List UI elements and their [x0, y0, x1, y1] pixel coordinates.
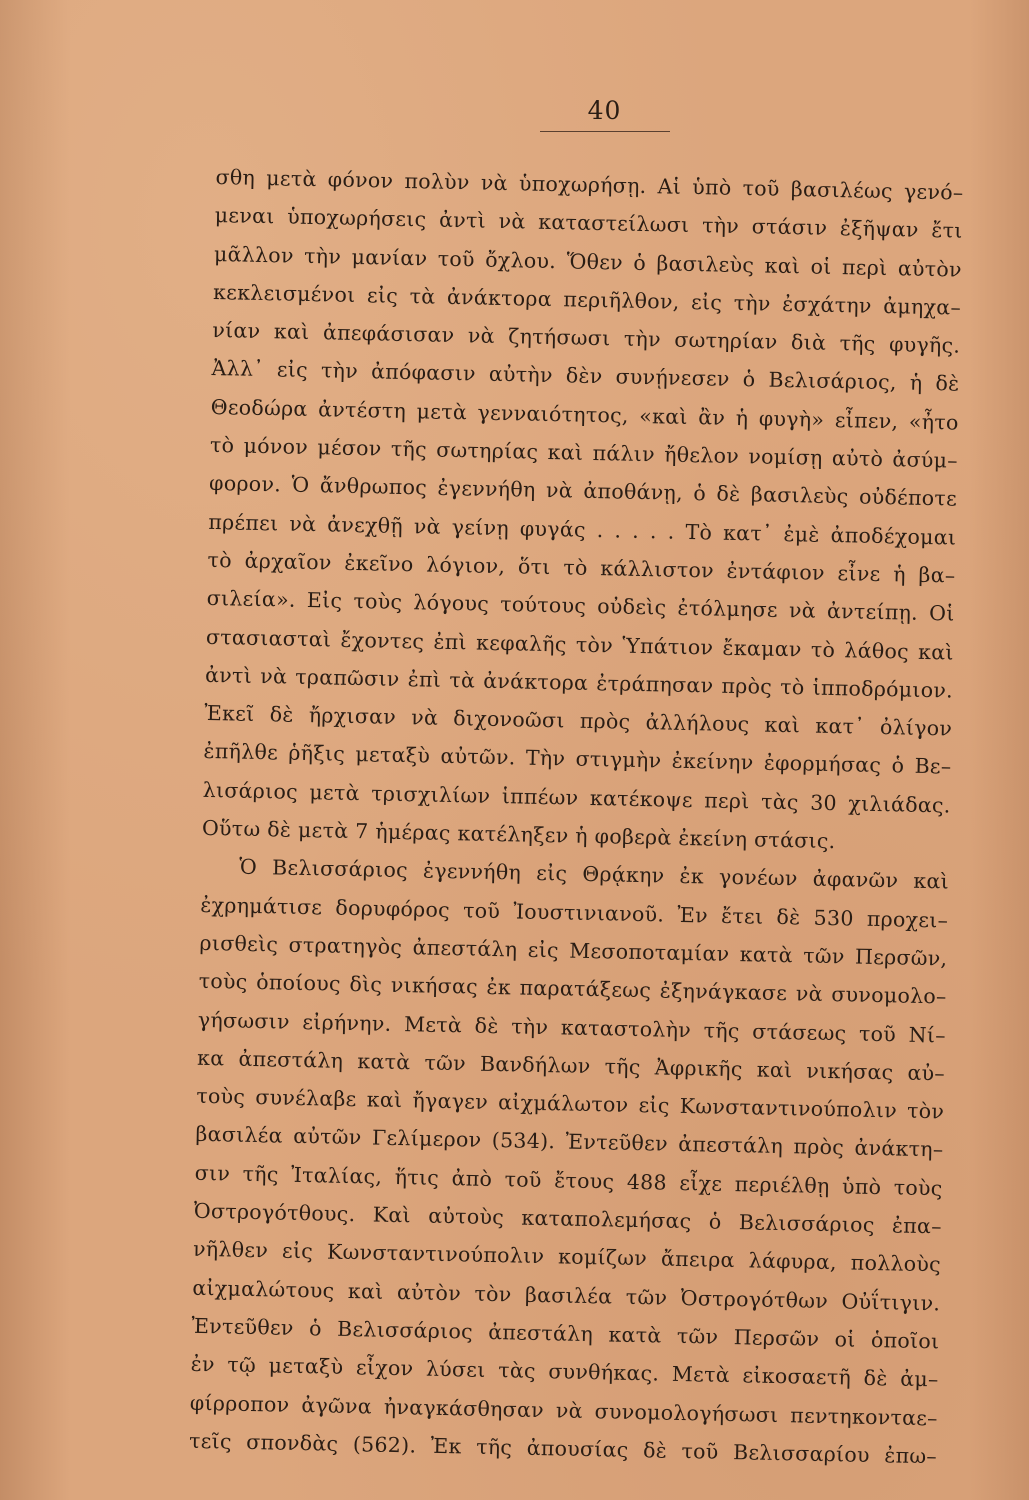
page-number: 40 — [587, 96, 622, 125]
header-rule — [540, 131, 670, 132]
text-line: τοὺς συνέλαβε καὶ ἤγαγεν αἰχμάλωτον εἰς Κωνσταντινούπολιν τὸν — [196, 1083, 945, 1124]
text-line: Ἐντεῦθεν ὁ Βελισσάριος ἀπεστάλη κατὰ τῶν Περσῶν οἱ ὁποῖοι — [191, 1313, 940, 1354]
text-line: κα ἀπεστάλη κατὰ τῶν Βανδήλων τῆς Ἀφρικῆς καὶ νικήσας αὐ– — [196, 1045, 946, 1086]
text-line: στασιασταὶ ἔχοντες ἐπὶ κεφαλῆς τὸν Ὑπάτιον ἔκαμαν τὸ λάθος καὶ — [205, 624, 955, 665]
text-line: φίρροπον ἀγῶνα ἠναγκάσθησαν νὰ συνομολογήσωσι πεντηκονταε– — [189, 1390, 939, 1430]
text-line: αἰχμαλώτους καὶ αὐτὸν τὸν βασιλέα τῶν Ὀστρογότθων Οὐΐτιγιν. — [192, 1275, 941, 1316]
text-line: κεκλεισμένοι εἰς τὰ ἀνάκτορα περιῆλθον, εἰς τὴν ἐσχάτην ἀμηχα– — [212, 279, 962, 320]
text-line: γήσωσιν εἰρήνην. Μετὰ δὲ τὴν καταστολὴν τῆς στάσεως τοῦ Νί– — [197, 1007, 947, 1048]
text-line: μεναι ὑποχωρήσεις ἀντὶ νὰ καταστείλωσι τὴν στάσιν ἐξῆψαν ἔτι — [214, 203, 963, 243]
text-line: Θεοδώρα ἀντέστη μετὰ γενναιότητος, «καὶ ἂν ἡ φυγὴ» εἶπεν, «ἦτο — [210, 394, 959, 435]
text-line: νίαν καὶ ἀπεφάσισαν νὰ ζητήσωσι τὴν σωτηρίαν διὰ τῆς φυγῆς. — [212, 318, 961, 358]
text-line: μᾶλλον τὴν μανίαν τοῦ ὄχλου. Ὅθεν ὁ βασιλεὺς καὶ οἱ περὶ αὐτὸν — [213, 241, 963, 282]
text-line: πρέπει νὰ ἀνεχθῇ νὰ γείνῃ φυγάς . . . . . Τὸ κατ᾽ ἐμὲ ἀποδέχομαι — [208, 509, 957, 550]
text-line: νῆλθεν εἰς Κωνσταντινούπολιν κομίζων ἄπειρα λάφυρα, πολλοὺς — [192, 1237, 942, 1277]
text-line: Ἐκεῖ δὲ ἤρχισαν νὰ διχονοῶσι πρὸς ἀλλήλους καὶ κατ᾽ ὀλίγον — [204, 701, 953, 741]
text-line: φορον. Ὁ ἄνθρωπος ἐγεννήθη νὰ ἀποθάνῃ, ὁ δὲ βασιλεὺς οὐδέποτε — [208, 471, 958, 511]
text-line: Ὀστρογότθους. Καὶ αὐτοὺς καταπολεμήσας ὁ Βελισσάριος ἐπα– — [193, 1198, 943, 1239]
text-line: ἐπῆλθε ῥῆξις μεταξὺ αὐτῶν. Τὴν στιγμὴν ἐκείνην ἐφορμήσας ὁ Βε– — [203, 739, 952, 779]
text-line: τεῖς σπονδὰς (562). Ἐκ τῆς ἀπουσίας δὲ τοῦ Βελισσαρίου ἐπω– — [188, 1428, 938, 1469]
text-line: ἐν τῷ μεταξὺ εἶχον λύσει τὰς συνθήκας. Μετὰ εἰκοσαετῆ δὲ ἀμ– — [190, 1351, 939, 1392]
body-text — [189, 158, 964, 1475]
text-line: σιλεία». Εἰς τοὺς λόγους τούτους οὐδεὶς ἐτόλμησε νὰ ἀντείπῃ. Οἱ — [206, 586, 955, 626]
text-line: τὸ μόνον μέσον τῆς σωτηρίας καὶ πάλιν ἤθελον νομίσῃ αὐτὸ ἀσύμ– — [209, 433, 959, 473]
text-line: ἀντὶ νὰ τραπῶσιν ἐπὶ τὰ ἀνάκτορα ἐτράπησαν πρὸς τὸ ἱπποδρόμιον. — [204, 662, 954, 703]
text-line: σθη μετὰ φόνον πολὺν νὰ ὑποχωρήσῃ. Αἱ ὑπὸ τοῦ βασιλέως γενό– — [215, 164, 964, 205]
text-line: ἐχρημάτισε δορυφόρος τοῦ Ἰουστινιανοῦ. Ἐν ἔτει δὲ 530 προχει– — [200, 892, 949, 933]
text-line: σιν τῆς Ἰταλίας, ἥτις ἀπὸ τοῦ ἔτους 488 εἶχε περιέλθῃ ὑπὸ τοὺς — [194, 1160, 943, 1201]
text-line: βασιλέα αὐτῶν Γελίμερον (534). Ἐντεῦθεν ἀπεστάλη πρὸς ἀνάκτη– — [195, 1122, 944, 1162]
text-line: Ἀλλ᾽ εἰς τὴν ἀπόφασιν αὐτὴν δὲν συνῄνεσεν ὁ Βελισάριος, ἡ δὲ — [211, 356, 960, 397]
text-line: τοὺς ὁποίους δὶς νικήσας ἐκ παρατάξεως ἐξηνάγκασε νὰ συνομολο– — [198, 969, 947, 1009]
text-line: ρισθεὶς στρατηγὸς ἀπεστάλη εἰς Μεσοποταμίαν κατὰ τῶν Περσῶν, — [199, 930, 948, 971]
text-line: λισάριος μετὰ τρισχιλίων ἱππέων κατέκοψε περὶ τὰς 30 χιλιάδας. — [202, 777, 951, 818]
text-line: τὸ ἀρχαῖον ἐκεῖνο λόγιον, ὅτι τὸ κάλλιστον ἐντάφιον εἶνε ἡ βα– — [207, 547, 956, 588]
text-line: Ὁ Βελισσάριος ἐγεννήθη εἰς Θρᾴκην ἐκ γονέων ἀφανῶν καὶ — [238, 854, 950, 894]
text-line: Οὕτω δὲ μετὰ 7 ἡμέρας κατέληξεν ἡ φοβερὰ ἐκείνη στάσις. — [201, 815, 836, 854]
